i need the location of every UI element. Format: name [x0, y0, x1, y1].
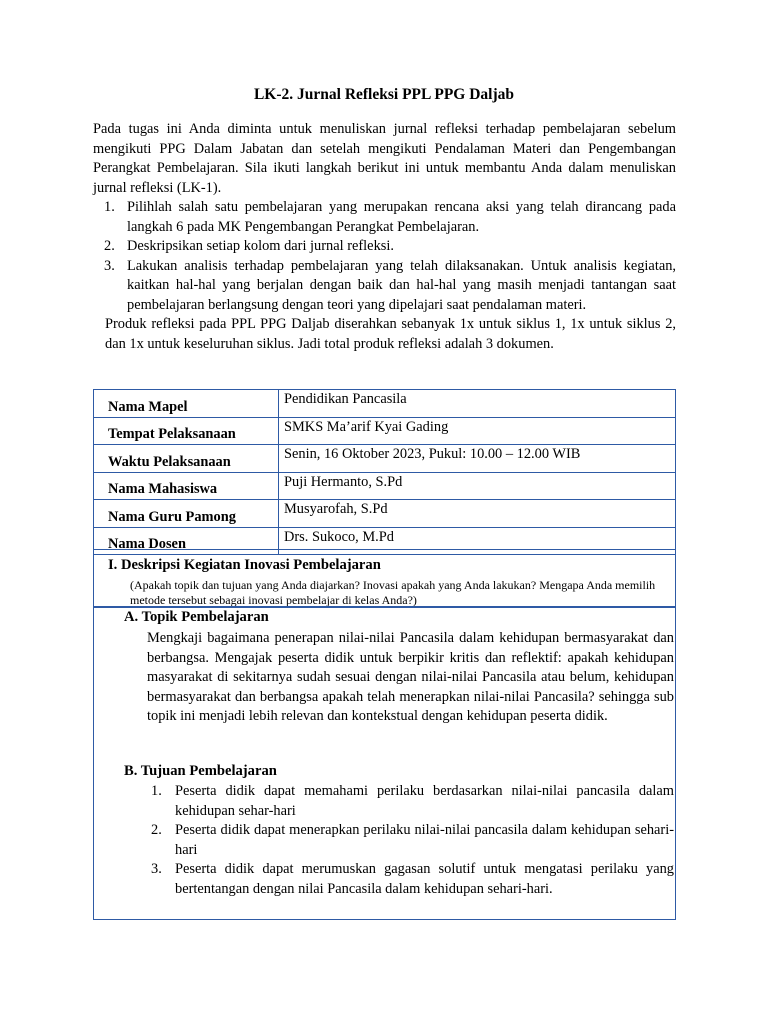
content-box	[93, 606, 676, 920]
list-text: Peserta didik dapat merumuskan gagasan solutif untuk mengatasi perilaku yang bertentangan dengan nilai Pancasila dalam kehidupan sehari-hari.	[175, 861, 674, 897]
list-text: Deskripsikan setiap kolom dari jurnal refleksi.	[127, 238, 394, 254]
section-heading: I. Deskripsi Kegiatan Inovasi Pembelajaran	[108, 557, 381, 573]
row-label: Waktu Pelaksanaan	[94, 445, 279, 473]
list-item	[93, 257, 676, 316]
list-number: 1.	[104, 199, 115, 215]
row-label: Nama Mahasiswa	[94, 472, 279, 500]
list-item	[93, 237, 676, 257]
list-number: 1.	[151, 783, 162, 799]
row-label: Nama Mapel	[94, 390, 279, 418]
section-description-box	[93, 549, 676, 608]
list-item	[93, 198, 676, 237]
page-title: LK-2. Jurnal Refleksi PPL PPG Daljab	[253, 86, 515, 103]
table-row	[94, 417, 676, 445]
table-row	[94, 445, 676, 473]
intro-section	[93, 120, 676, 354]
list-text: Peserta didik dapat menerapkan perilaku nilai-nilai pancasila dalam kehidupan sehari-hari	[175, 822, 674, 858]
row-value: Puji Hermanto, S.Pd	[279, 472, 676, 500]
row-value: Musyarofah, S.Pd	[279, 500, 676, 528]
list-item	[147, 821, 674, 860]
table-row	[94, 500, 676, 528]
topik-text: Mengkaji bagaimana penerapan nilai-nilai Pancasila dalam kehidupan bermasyarakat dan berbangsa. Mengajak peserta didik untuk berpikir kritis dan reflektif: apakah kehidupan masyarakat di sekitarnya sudah sesuai dengan nilai-nilai Pancasila atau belum, kehidupan bermasyarakat dan berbangsa apakah telah menerapkan nilai-nilai Pancasila? sehingga sub topik ini menjadi lebih relevan dan kontekstual dengan kehidupan peserta didik.	[147, 630, 674, 724]
table-row	[94, 472, 676, 500]
list-item	[147, 860, 674, 899]
list-number: 2.	[151, 822, 162, 838]
topik-heading: A. Topik Pembelajaran	[124, 609, 269, 625]
row-label: Nama Dosen	[94, 527, 279, 555]
row-value: Drs. Sukoco, M.Pd	[279, 527, 676, 555]
closing-paragraph: Produk refleksi pada PPL PPG Daljab diserahkan sebanyak 1x untuk siklus 1, 1x untuk siklus 2, dan 1x untuk keseluruhan siklus. Jadi total produk refleksi adalah 3 dokumen.	[105, 316, 676, 352]
tujuan-list	[147, 782, 674, 899]
list-number: 3.	[104, 257, 115, 274]
row-value: Senin, 16 Oktober 2023, Pukul: 10.00 – 12.00 WIB	[279, 445, 676, 473]
row-label: Tempat Pelaksanaan	[94, 417, 279, 445]
row-value: SMKS Ma’arif Kyai Gading	[279, 417, 676, 445]
tujuan-heading: B. Tujuan Pembelajaran	[124, 763, 277, 779]
list-number: 3.	[151, 861, 162, 877]
list-number: 2.	[104, 238, 115, 254]
intro-paragraph: Pada tugas ini Anda diminta untuk menuliskan jurnal refleksi terhadap pembelajaran sebelum mengikuti PPG Dalam Jabatan dan setelah mengikuti Pendalaman Materi dan Pengembangan Perangkat Pembelajaran. Sila ikuti langkah berikut ini untuk membantu Anda dalam menuliskan jurnal refleksi (LK-1).	[93, 121, 676, 196]
list-text: Lakukan analisis terhadap pembelajaran yang telah dilaksanakan. Untuk analisis kegiatan, kaitkan hal-hal yang berjalan dengan baik dan hal-hal yang masih menjadi tantangan saat pembelajaran berlangsung dengan teori yang dipelajari saat pendalaman materi.	[127, 257, 676, 313]
row-label: Nama Guru Pamong	[94, 500, 279, 528]
steps-list	[93, 198, 676, 315]
info-table	[93, 389, 676, 555]
list-text: Pilihlah salah satu pembelajaran yang merupakan rencana aksi yang telah dirancang pada langkah 6 pada MK Pengembangan Perangkat Pembelajaran.	[127, 199, 676, 235]
list-item	[147, 782, 674, 821]
row-value: Pendidikan Pancasila	[279, 390, 676, 418]
section-note: (Apakah topik dan tujuan yang Anda diajarkan? Inovasi apakah yang Anda lakukan? Mengapa Anda memilih metode tersebut sebagai inovasi pembelajar di kelas Anda?)	[130, 578, 656, 607]
table-row	[94, 390, 676, 418]
list-text: Peserta didik dapat memahami perilaku berdasarkan nilai-nilai pancasila dalam kehidupan sehar-hari	[175, 783, 674, 819]
